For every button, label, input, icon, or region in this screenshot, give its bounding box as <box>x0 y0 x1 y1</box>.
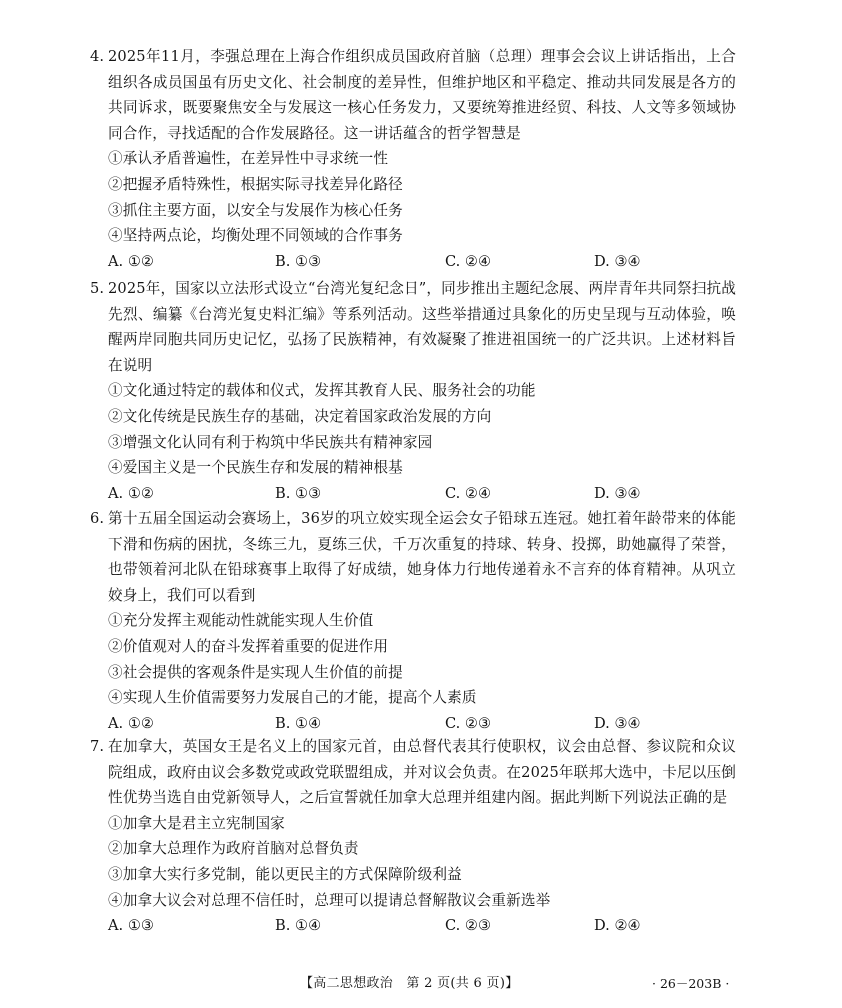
answer-choices <box>108 711 736 737</box>
choice-d: D. ③④ <box>594 714 641 732</box>
statement-4: ④坚持两点论，均衡处理不同领域的合作事务 <box>108 227 403 245</box>
choice-d: D. ③④ <box>594 252 641 270</box>
choice-b: B. ①④ <box>275 917 322 935</box>
statement-1: ①充分发挥主观能动性就能实现人生价值 <box>108 612 374 630</box>
statement-4: ④实现人生价值需要努力发展自己的才能，提高个人素质 <box>108 689 477 707</box>
statement-2: ②把握矛盾特殊性，根据实际寻找差异化路径 <box>108 175 403 193</box>
answer-choices <box>108 481 736 507</box>
question-text: 在加拿大，英国女王是名义上的国家元首，由总督代表其行使职权，议会由总督、参议院和众议院组成，政府由议会多数党或政党联盟组成，并对议会负责。在2025年联邦大选中，卡尼以压倒性优势当选自由党新领导人，之后宣誓就任加拿大总理并组建内阁。据此判断下列说法正确的是 <box>108 738 736 807</box>
statement-2: ②文化传统是民族生存的基础，决定着国家政治发展的方向 <box>108 407 492 425</box>
choice-a: A. ①② <box>108 714 154 732</box>
question-number: 4. <box>90 48 105 65</box>
answer-choices <box>108 249 736 275</box>
choice-b: B. ①④ <box>275 714 322 732</box>
choice-a: A. ①② <box>108 484 154 502</box>
statement-3: ③加拿大实行多党制，能以更民主的方式保障阶级利益 <box>108 865 462 883</box>
question-6 <box>90 506 736 736</box>
question-stem <box>90 506 736 608</box>
question-4 <box>90 44 736 274</box>
choice-d: D. ③④ <box>594 484 641 502</box>
choice-c: C. ②④ <box>445 252 492 270</box>
statement-3: ③抓住主要方面，以安全与发展作为核心任务 <box>108 201 403 219</box>
choice-d: D. ②④ <box>594 917 641 935</box>
choice-b: B. ①③ <box>275 484 322 502</box>
choice-c: C. ②③ <box>445 714 492 732</box>
question-text: 第十五届全国运动会赛场上，36岁的巩立姣实现全运会女子铅球五连冠。她扛着年龄带来的体能下滑和伤病的困扰，冬练三九，夏练三伏，千万次重复的持球、转身、投掷，助她赢得了荣誉，也带领着河北队在铅球赛事上取得了好成绩，她身体力行地传递着永不言弃的体育精神。从巩立姣身上，我们可以看到 <box>108 510 736 604</box>
question-text: 2025年11月，李强总理在上海合作组织成员国政府首脑（总理）理事会会议上讲话指出，上合组织各成员国虽有历史文化、社会制度的差异性，但维护地区和平稳定、推动共同发展是各方的共同诉求，既要聚焦安全与发展这一核心任务发力，又要统筹推进经贸、科技、人文等多领域协同合作，寻找适配的合作发展路径。这一讲话蕴含的哲学智慧是 <box>108 48 736 142</box>
statement-4: ④加拿大议会对总理不信任时，总理可以提请总督解散议会重新选举 <box>108 891 551 909</box>
question-5 <box>90 276 736 506</box>
statement-2: ②加拿大总理作为政府首脑对总督负责 <box>108 840 359 858</box>
statement-1: ①文化通过特定的载体和仪式，发挥其教育人民、服务社会的功能 <box>108 382 536 400</box>
choice-c: C. ②③ <box>445 917 492 935</box>
question-number: 5. <box>90 280 105 297</box>
page-footer <box>0 972 842 996</box>
statement-3: ③社会提供的客观条件是实现人生价值的前提 <box>108 663 403 681</box>
statement-1: ①加拿大是君主立宪制国家 <box>108 814 285 832</box>
choice-b: B. ①③ <box>275 252 322 270</box>
question-7 <box>90 734 736 939</box>
question-stem <box>90 734 736 811</box>
question-stem <box>90 276 736 378</box>
choice-a: A. ①③ <box>108 917 154 935</box>
question-number: 7. <box>90 738 105 755</box>
statement-3: ③增强文化认同有利于构筑中华民族共有精神家园 <box>108 433 433 451</box>
footer-page-info: 【高二思想政治 第 2 页(共 6 页)】 <box>300 976 519 991</box>
footer-exam-code: · 26－203B · <box>652 976 730 991</box>
choice-c: C. ②④ <box>445 484 492 502</box>
question-text: 2025年，国家以立法形式设立“台湾光复纪念日”，同步推出主题纪念展、两岸青年共同祭扫抗战先烈、编纂《台湾光复史料汇编》等系列活动。这些举措通过具象化的历史呈现与互动体验，唤醒两岸同胞共同历史记忆，弘扬了民族精神，有效凝聚了推进祖国统一的广泛共识。上述材料旨在说明 <box>108 280 736 374</box>
choice-a: A. ①② <box>108 252 154 270</box>
statement-2: ②价值观对人的奋斗发挥着重要的促进作用 <box>108 637 389 655</box>
statement-1: ①承认矛盾普遍性，在差异性中寻求统一性 <box>108 150 389 168</box>
statement-4: ④爱国主义是一个民族生存和发展的精神根基 <box>108 459 403 477</box>
answer-choices <box>108 913 736 939</box>
question-number: 6. <box>90 510 105 527</box>
question-stem <box>90 44 736 146</box>
